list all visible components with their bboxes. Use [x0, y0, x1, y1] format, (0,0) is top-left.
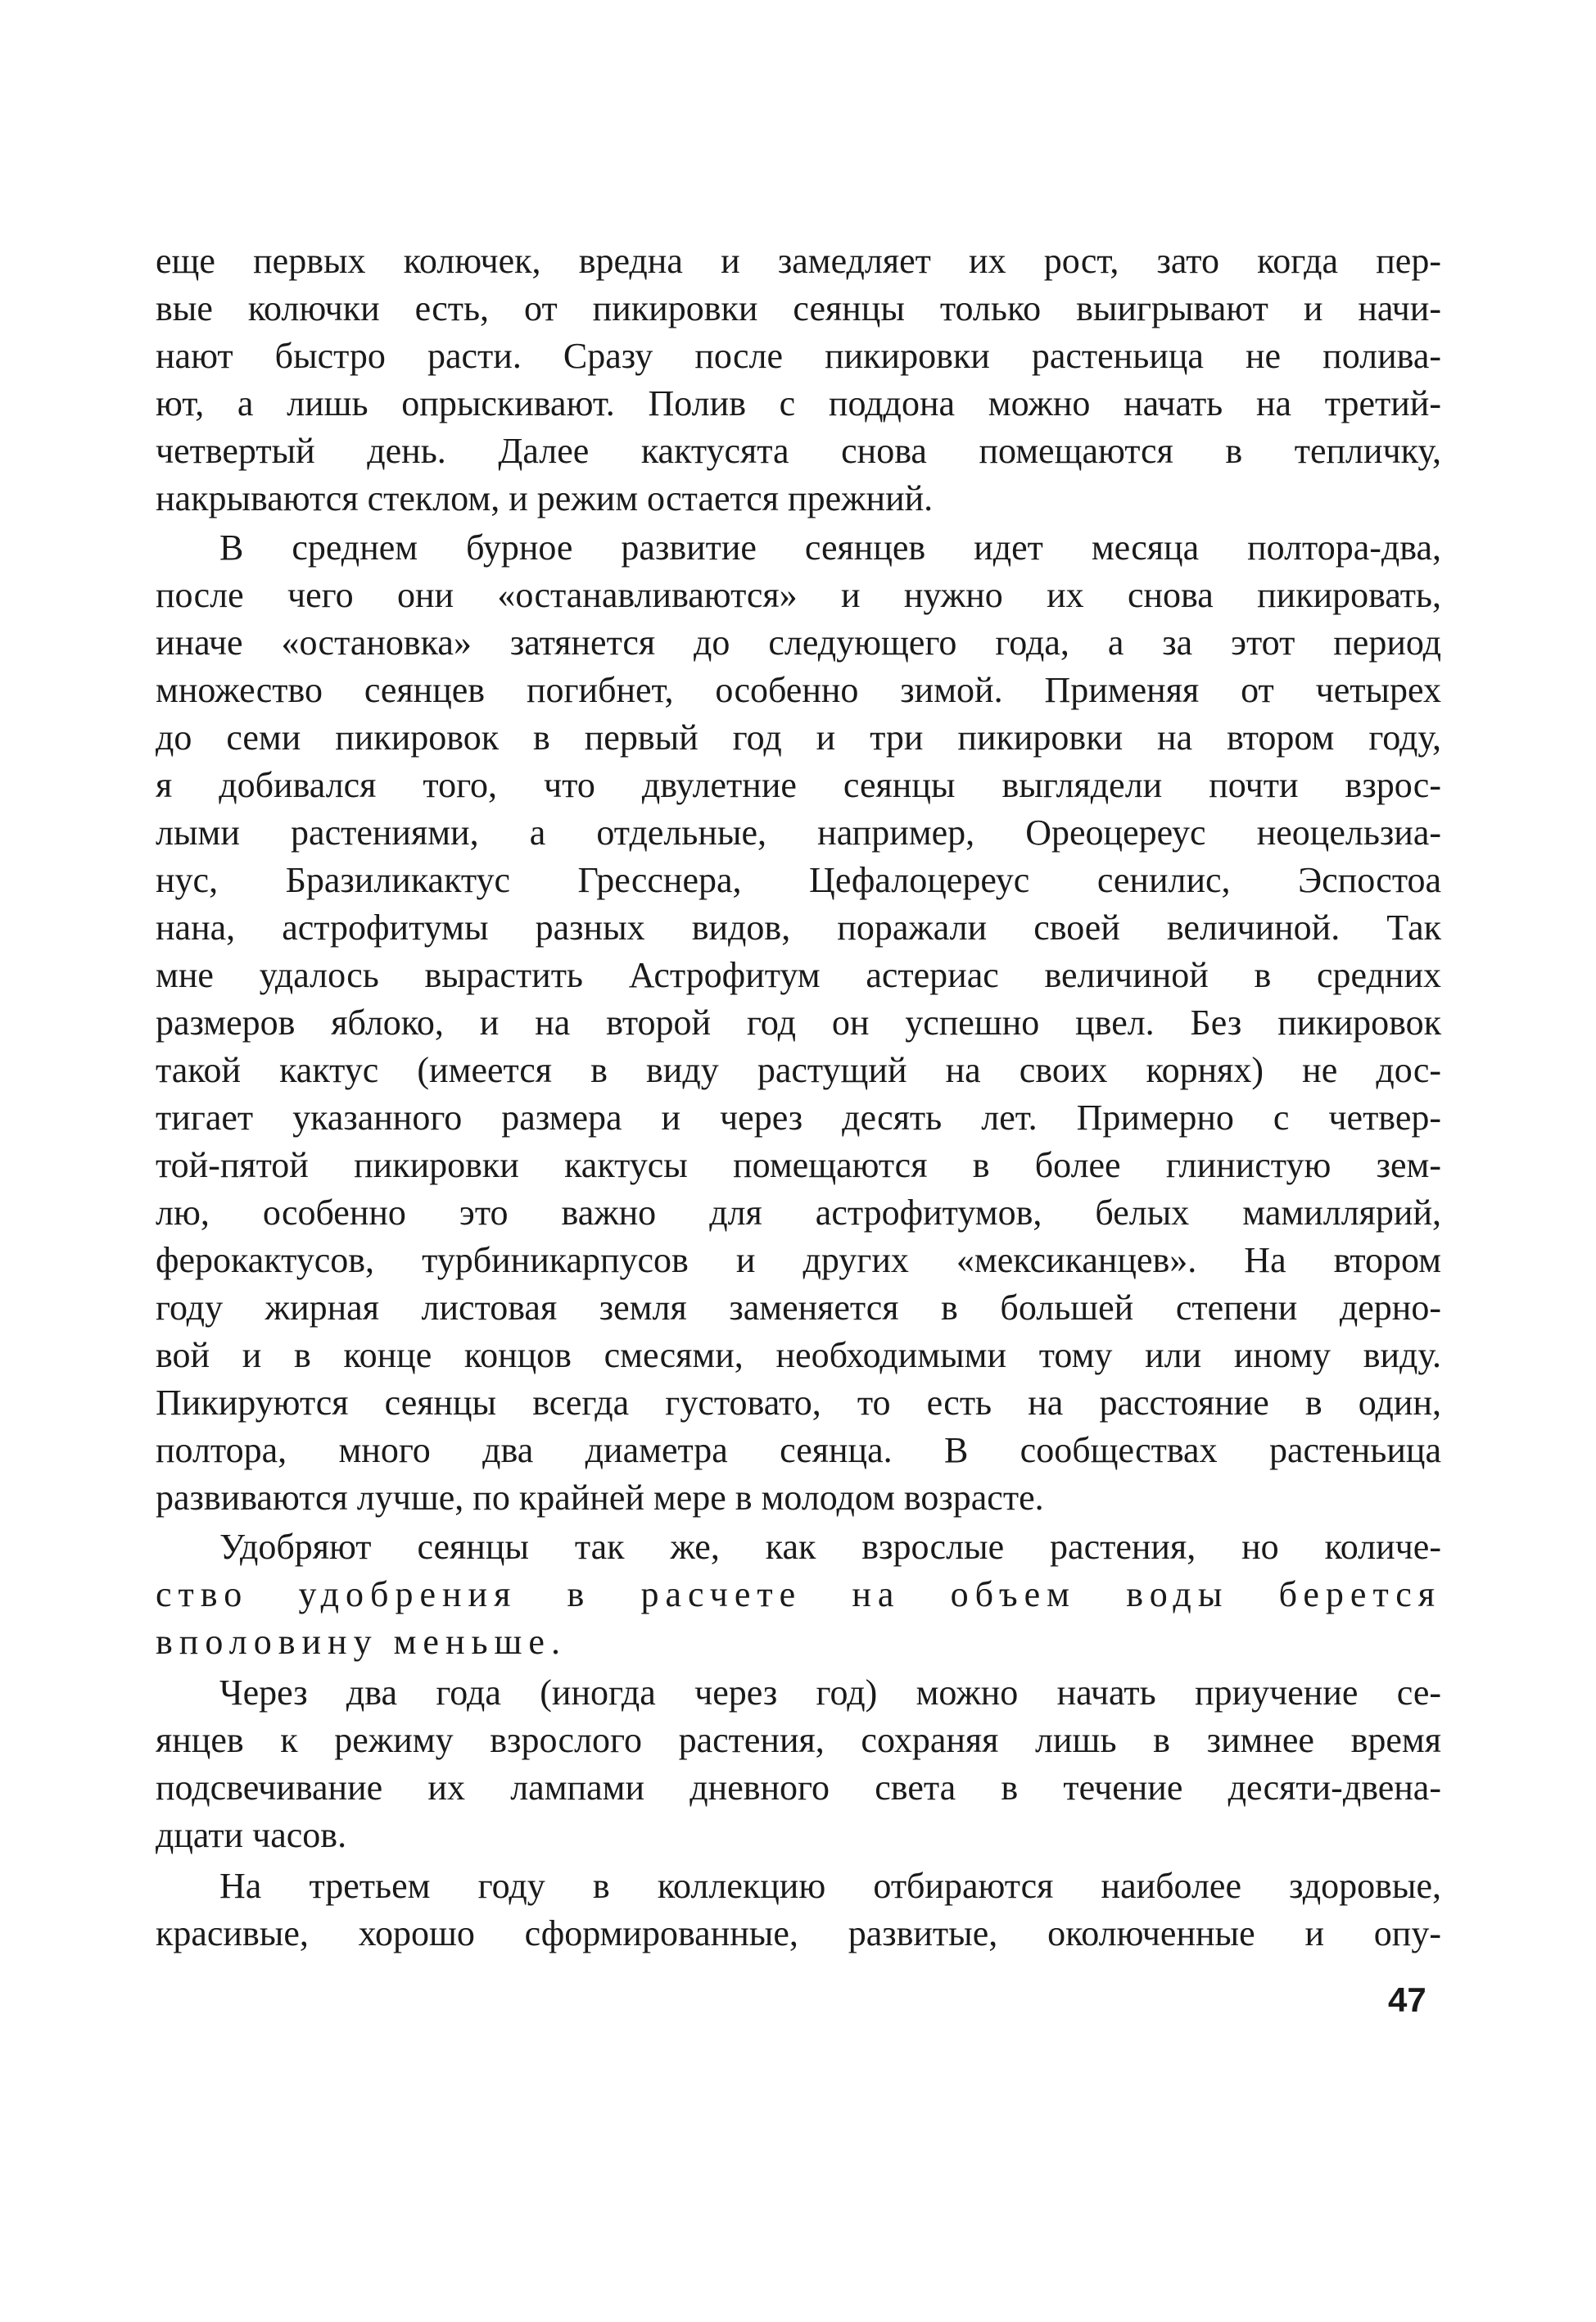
text-line: полтора, много два диаметра сеянца. В сообществах растеньица	[156, 1430, 1441, 1470]
text-line: размеров яблоко, и на второй год он успешно цвел. Без пикировок	[156, 1003, 1441, 1043]
text-line: Через два года (иногда через год) можно начать приучение се-	[219, 1672, 1441, 1713]
text-line: вые колючки есть, от пикировки сеянцы только выигрывают и начи-	[156, 288, 1441, 328]
text-line: после чего они «останавливаются» и нужно их снова пикировать,	[156, 575, 1441, 615]
text-line: лю, особенно это важно для астрофитумов, белых мамиллярий,	[156, 1193, 1441, 1233]
text-line: подсвечивание их лампами дневного света в течение десяти-двена-	[156, 1768, 1441, 1808]
text-line: Удобряют сеянцы так же, как взрослые растения, но количе-	[219, 1527, 1441, 1567]
book-page	[156, 238, 1441, 2285]
text-line: Пикируются сеянцы всегда густовато, то есть на расстояние в один,	[156, 1383, 1441, 1423]
text-line: я добивался того, что двулетние сеянцы выглядели почти взрос-	[156, 765, 1441, 805]
text-line: ферокактусов, турбиникарпусов и других «мексиканцев». На втором	[156, 1240, 1441, 1280]
text-line: нают быстро расти. Сразу после пикировки растеньица не полива-	[156, 336, 1441, 376]
text-line: ство удобрения в расчете на объем воды берется	[156, 1574, 1441, 1614]
text-line: до семи пикировок в первый год и три пикировки на втором году,	[156, 717, 1441, 758]
text-line: той-пятой пикировки кактусы помещаются в более глинистую зем-	[156, 1145, 1441, 1185]
text-line: янцев к режиму взрослого растения, сохраняя лишь в зимнее время	[156, 1720, 1441, 1760]
text-line: нус, Бразиликактус Гресснера, Цефалоцереус сенилис, Эспостоа	[156, 860, 1441, 900]
text-line: вполовину меньше.	[156, 1622, 567, 1662]
text-line: красивые, хорошо сформированные, развитые, околюченные и опу-	[156, 1913, 1441, 1953]
text-line: вой и в конце концов смесями, необходимыми тому или иному виду.	[156, 1335, 1441, 1375]
text-line: ют, а лишь опрыскивают. Полив с поддона можно начать на третий-	[156, 383, 1441, 423]
text-line: лыми растениями, а отдельные, например, Ореоцереус неоцельзиа-	[156, 812, 1441, 853]
page-number: 47	[1388, 1980, 1426, 2019]
text-line: На третьем году в коллекцию отбираются наиболее здоровые,	[219, 1866, 1441, 1906]
text-line: такой кактус (имеется в виду растущий на своих корнях) не дос-	[156, 1050, 1441, 1090]
text-line: четвертый день. Далее кактусята снова помещаются в тепличку,	[156, 431, 1441, 471]
text-line: множество сеянцев погибнет, особенно зимой. Применяя от четырех	[156, 670, 1441, 710]
text-line: мне удалось вырастить Астрофитум астериас величиной в средних	[156, 955, 1441, 995]
text-line: иначе «остановка» затянется до следующего года, а за этот период	[156, 622, 1441, 663]
text-line: накрываются стеклом, и режим остается прежний.	[156, 478, 934, 518]
text-line: еще первых колючек, вредна и замедляет их рост, зато когда пер-	[156, 241, 1441, 281]
text-line: В среднем бурное развитие сеянцев идет месяца полтора-два,	[219, 527, 1441, 568]
text-line: дцати часов.	[156, 1815, 347, 1855]
text-line: нана, астрофитумы разных видов, поражали своей величиной. Так	[156, 908, 1441, 948]
text-line: тигает указанного размера и через десять лет. Примерно с четвер-	[156, 1098, 1441, 1138]
text-line: развиваются лучше, по крайней мере в молодом возрасте.	[156, 1478, 1044, 1518]
text-line: году жирная листовая земля заменяется в большей степени дерно-	[156, 1288, 1441, 1328]
